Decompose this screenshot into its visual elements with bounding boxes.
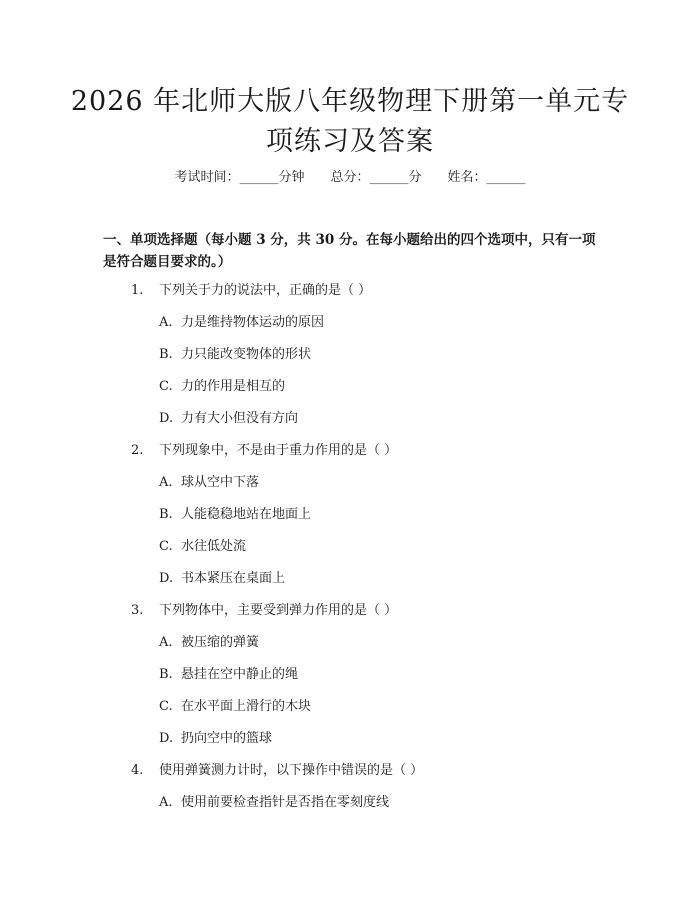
question-2-option-b (159, 505, 311, 525)
question-2-option-a (159, 473, 259, 493)
question-4-option-a (159, 793, 389, 813)
question-text: 使用弹簧测力计时，以下操作中错误的是（ ） (159, 763, 424, 778)
option-text: 悬挂在空中静止的绳 (181, 667, 299, 682)
option-text: 书本紧压在桌面上 (181, 571, 286, 586)
option-text: 被压缩的弹簧 (181, 635, 260, 650)
exam-time: 考试时间：______分钟 (174, 170, 305, 185)
section-heading-line-2: 是符合题目要求的。） (103, 254, 232, 270)
question-2-option-d (159, 569, 285, 589)
option-letter: C. (159, 379, 173, 394)
question-2-option-c (159, 537, 246, 557)
question-1-option-a (159, 313, 324, 333)
section-heading-line-1: 一、单项选择题（每小题 3 分，共 30 分。在每小题给出的四个选项中，只有一项 (103, 232, 596, 248)
option-text: 在水平面上滑行的木块 (181, 699, 312, 714)
option-letter: B. (159, 507, 173, 522)
option-letter: B. (159, 667, 173, 682)
question-number: 4. (131, 763, 144, 778)
option-text: 力是维持物体运动的原因 (181, 315, 325, 330)
exam-score: 总分：______分 (330, 170, 422, 185)
option-letter: C. (159, 539, 173, 554)
question-3-option-d (159, 729, 272, 749)
option-letter: C. (159, 699, 173, 714)
option-text: 力只能改变物体的形状 (181, 347, 312, 362)
document-title (60, 82, 640, 162)
question-text: 下列物体中，主要受到弹力作用的是（ ） (159, 603, 398, 618)
option-letter: A. (159, 475, 173, 490)
title-line-1: 2026 年北师大版八年级物理下册第一单元专 (70, 86, 630, 117)
option-text: 力的作用是相互的 (181, 379, 286, 394)
question-1-option-b (159, 345, 311, 365)
question-2 (131, 441, 397, 461)
question-4 (131, 761, 423, 781)
question-1-option-c (159, 377, 285, 397)
option-text: 水往低处流 (181, 539, 247, 554)
option-text: 力有大小但没有方向 (181, 411, 299, 426)
exam-meta (0, 168, 700, 188)
question-3 (131, 601, 397, 621)
option-text: 扔向空中的篮球 (181, 731, 273, 746)
question-text: 下列关于力的说法中，正确的是（ ） (159, 283, 372, 298)
option-letter: A. (159, 635, 173, 650)
question-3-option-a (159, 633, 259, 653)
question-number: 1. (131, 283, 144, 298)
question-number: 2. (131, 443, 144, 458)
question-1 (131, 281, 371, 301)
question-number: 3. (131, 603, 144, 618)
option-letter: A. (159, 315, 173, 330)
question-3-option-b (159, 665, 298, 685)
question-3-option-c (159, 697, 311, 717)
option-text: 球从空中下落 (181, 475, 260, 490)
option-text: 人能稳稳地站在地面上 (181, 507, 312, 522)
option-letter: B. (159, 347, 173, 362)
option-letter: D. (159, 731, 174, 746)
option-letter: D. (159, 571, 174, 586)
question-text: 下列现象中，不是由于重力作用的是（ ） (159, 443, 398, 458)
student-name: 姓名：______ (447, 170, 526, 185)
question-1-option-d (159, 409, 298, 429)
option-text: 使用前要检查指针是否指在零刻度线 (181, 795, 390, 810)
section-heading (103, 229, 603, 273)
option-letter: A. (159, 795, 173, 810)
option-letter: D. (159, 411, 174, 426)
title-line-2: 项练习及答案 (266, 126, 434, 157)
